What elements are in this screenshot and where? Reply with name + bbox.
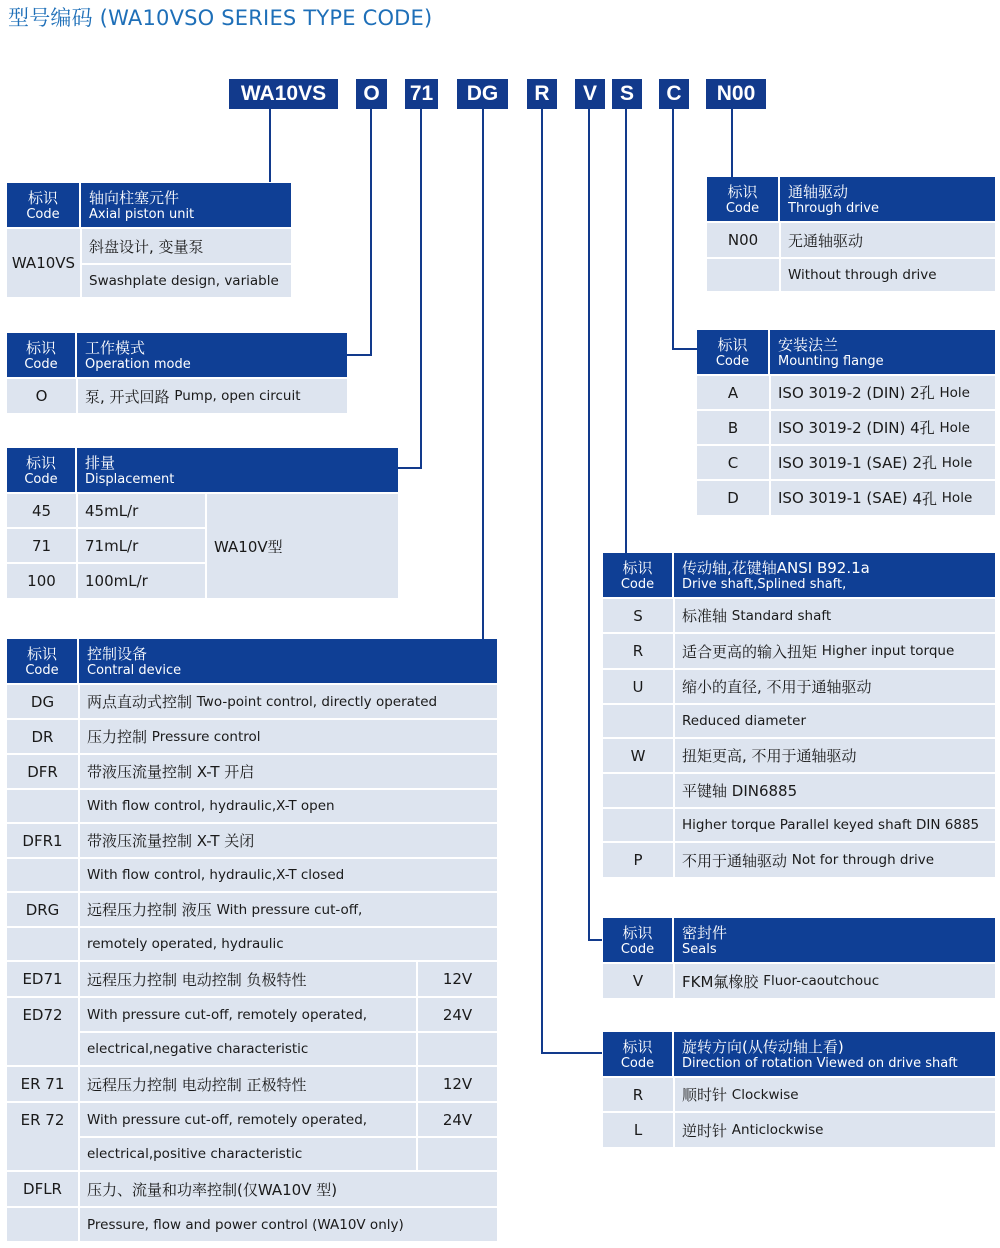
code-header: 标识 Code (603, 1032, 674, 1076)
code-box-unit: WA10VS (229, 79, 338, 109)
code-cell: A (697, 376, 769, 409)
desc-en: Swashplate design, variable (82, 265, 291, 297)
code-box-rotation: R (527, 79, 557, 109)
code-cell: L (603, 1113, 673, 1147)
category-header: 安装法兰 Mounting flange (778, 335, 884, 369)
desc-en: With pressure cut-off, remotely operated, (80, 1103, 416, 1136)
voltage-cell: 24V (418, 998, 497, 1031)
category-header: 排量 Displacement (85, 453, 175, 487)
table-header (603, 553, 995, 597)
code-box-operation: O (356, 79, 387, 109)
desc-zh: 带液压流量控制 X-T 关闭 (80, 824, 497, 857)
category-header: 轴向柱塞元件 Axial piston unit (89, 188, 195, 222)
desc-zh: 远程压力控制 电动控制 负极特性 (80, 962, 416, 996)
code-cell-empty (603, 774, 673, 807)
code-cell: DFLR (7, 1172, 78, 1206)
code-header: 标识 Code (697, 330, 770, 374)
mounting-flange-table (697, 330, 995, 515)
desc-zh: 远程压力控制 电动控制 正极特性 (80, 1067, 416, 1101)
code-header: 标识 Code (7, 183, 81, 227)
axial-unit-table (7, 183, 291, 297)
table-header (707, 177, 995, 221)
voltage-cell-empty (418, 1033, 497, 1065)
desc-en: remotely operated, hydraulic (80, 928, 497, 960)
code-cell-empty (603, 705, 673, 737)
desc-en: Without through drive (781, 259, 995, 291)
code-cell: ER 72 (7, 1103, 78, 1170)
category-header: 密封件 Seals (682, 923, 728, 957)
desc-cell: 71mL/r (78, 529, 205, 562)
desc-cell: 适合更高的输入扭矩 Higher input torque (675, 634, 995, 668)
desc-en: With flow control, hydraulic,X-T open (80, 790, 497, 822)
desc-cell: 两点直动式控制 Two-point control, directly operated (80, 685, 497, 718)
code-cell-empty (7, 928, 78, 960)
voltage-cell: 12V (418, 962, 497, 996)
code-cell: D (697, 481, 769, 515)
code-header: 标识 Code (603, 918, 674, 962)
code-cell: DFR1 (7, 824, 78, 857)
displacement-table (7, 448, 398, 598)
code-header: 标识 Code (7, 639, 79, 683)
table-header (7, 333, 347, 377)
code-box-control: DG (457, 79, 508, 109)
code-cell: ER 71 (7, 1067, 78, 1101)
code-box-shaft: S (612, 79, 642, 109)
desc-cell: 顺时针 Clockwise (675, 1078, 995, 1111)
code-box-displacement: 71 (405, 79, 438, 109)
desc-cell: ISO 3019-2 (DIN) 4孔 Hole (771, 411, 995, 444)
drive-shaft-table (603, 553, 995, 877)
desc-zh: 缩小的直径, 不用于通轴驱动 (675, 670, 995, 703)
code-cell: W (603, 739, 673, 772)
code-cell: 45 (7, 494, 76, 527)
code-cell: C (697, 446, 769, 479)
voltage-cell: 12V (418, 1067, 497, 1101)
desc-en: With pressure cut-off, remotely operated, (80, 998, 416, 1031)
table-header (603, 1032, 995, 1076)
desc-en: Higher torque Parallel keyed shaft DIN 6885 (675, 809, 995, 841)
code-cell-empty (7, 1208, 78, 1241)
code-cell: V (603, 964, 673, 998)
connector-displacement (398, 109, 421, 468)
code-box-flange: C (659, 79, 689, 109)
code-box-seals: V (575, 79, 605, 109)
code-header: 标识 Code (7, 333, 77, 377)
page-title: 型号编码 (WA10VSO SERIES TYPE CODE) (8, 6, 433, 30)
desc-zh: 扭矩更高, 不用于通轴驱动 (675, 739, 995, 772)
desc-cell: 逆时针 Anticlockwise (675, 1113, 995, 1147)
category-header: 通轴驱动 Through drive (788, 182, 879, 216)
desc-en: electrical,positive characteristic (80, 1138, 416, 1170)
desc-en: electrical,negative characteristic (80, 1033, 416, 1065)
code-cell-empty (7, 859, 78, 891)
code-cell: R (603, 1078, 673, 1111)
voltage-cell: 24V (418, 1103, 497, 1136)
connector-flange (673, 109, 697, 349)
code-cell: 71 (7, 529, 76, 562)
category-header: 控制设备 Contral device (87, 644, 182, 678)
category-header: 旋转方向(从传动轴上看) Direction of rotation Viewed on drive shaft (682, 1037, 958, 1071)
connector-seals (589, 109, 602, 940)
series-cell: WA10V型 (207, 494, 398, 598)
desc-en: Reduced diameter (675, 705, 995, 737)
rotation-table (603, 1032, 995, 1147)
desc-cell: 压力控制 Pressure control (80, 720, 497, 753)
category-header: 传动轴,花键轴ANSI B92.1a Drive shaft,Splined shaft, (682, 558, 870, 592)
desc-zh: 斜盘设计, 变量泵 (82, 229, 291, 263)
desc-cell: 不用于通轴驱动 Not for through drive (675, 843, 995, 877)
seals-table (603, 918, 995, 998)
code-cell: B (697, 411, 769, 444)
table-header (603, 918, 995, 962)
desc-cell: 远程压力控制 液压 With pressure cut-off, (80, 893, 497, 926)
desc-cell: 100mL/r (78, 564, 205, 598)
voltage-cell-empty (418, 1138, 497, 1170)
desc-zh: 压力、流量和功率控制(仅WA10V 型) (80, 1172, 497, 1206)
desc-cell: 标准轴 Standard shaft (675, 599, 995, 632)
table-header (697, 330, 995, 374)
table-header (7, 448, 398, 492)
code-cell: P (603, 843, 673, 877)
code-cell: U (603, 670, 673, 703)
code-cell: N00 (707, 223, 779, 257)
code-cell: 100 (7, 564, 76, 598)
code-cell: ED72 (7, 998, 78, 1065)
control-device-table (7, 639, 497, 1243)
code-cell: WA10VS (7, 229, 80, 297)
code-cell-empty (603, 809, 673, 841)
desc-cell: ISO 3019-1 (SAE) 4孔 Hole (771, 481, 995, 515)
desc-en: With flow control, hydraulic,X-T closed (80, 859, 497, 891)
desc-cell: FKM氟橡胶 Fluor-caoutchouc (675, 964, 995, 998)
desc-zh: 无通轴驱动 (781, 223, 995, 257)
code-box-through-drive: N00 (706, 79, 766, 109)
desc-cell: 泵, 开式回路 Pump, open circuit (78, 379, 347, 413)
desc-en: Pressure, flow and power control (WA10V only) (80, 1208, 497, 1241)
code-cell: ED71 (7, 962, 78, 996)
desc-cell: ISO 3019-2 (DIN) 2孔 Hole (771, 376, 995, 409)
code-cell-empty (707, 259, 779, 291)
desc-cell: ISO 3019-1 (SAE) 2孔 Hole (771, 446, 995, 479)
code-header: 标识 Code (707, 177, 780, 221)
code-cell: S (603, 599, 673, 632)
code-cell: DR (7, 720, 78, 753)
connector-rotation (542, 109, 602, 1053)
code-cell: R (603, 634, 673, 668)
code-cell: DRG (7, 893, 78, 926)
code-cell: O (7, 379, 76, 413)
operation-mode-table (7, 333, 347, 413)
code-header: 标识 Code (7, 448, 77, 492)
code-cell: DFR (7, 755, 78, 788)
table-header (7, 183, 291, 227)
desc-zh: 平键轴 DIN6885 (675, 774, 995, 807)
code-cell-empty (7, 790, 78, 822)
table-header (7, 639, 497, 683)
connector-operation (347, 109, 371, 355)
through-drive-table (707, 177, 995, 291)
desc-cell: 45mL/r (78, 494, 205, 527)
desc-zh: 带液压流量控制 X-T 开启 (80, 755, 497, 788)
code-cell: DG (7, 685, 78, 718)
category-header: 工作模式 Operation mode (85, 338, 191, 372)
code-header: 标识 Code (603, 553, 674, 597)
